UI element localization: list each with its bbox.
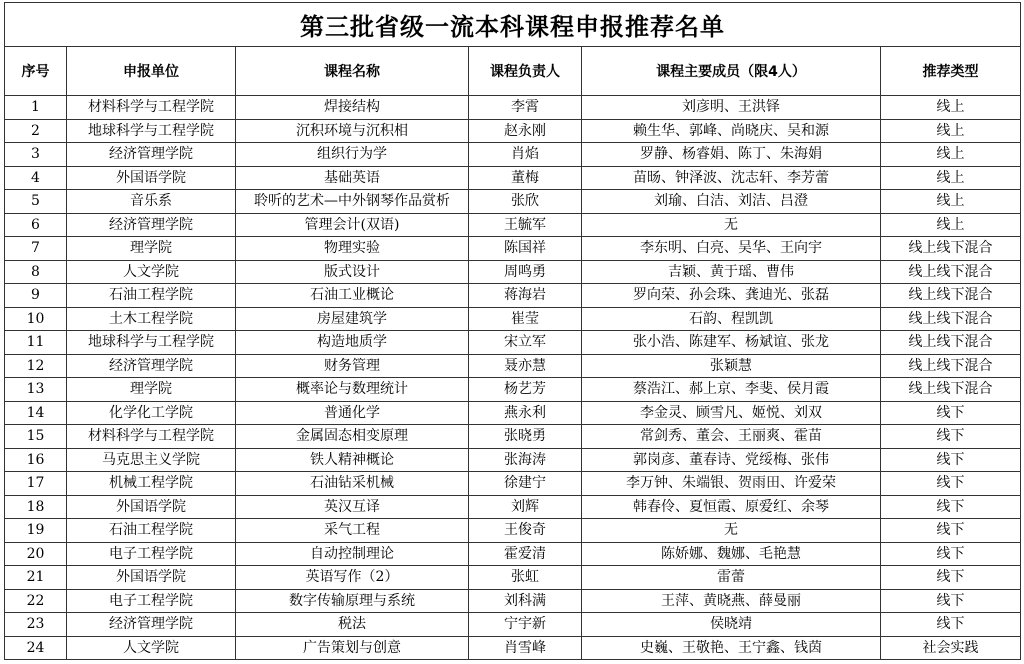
members-cell[interactable]: 石韵、程凯凯 <box>582 307 881 331</box>
unit-cell[interactable]: 电子工程学院 <box>67 542 236 566</box>
members-cell[interactable]: 张小浩、陈建军、杨斌谊、张龙 <box>582 331 881 355</box>
leader-cell[interactable]: 王俊奇 <box>469 519 582 543</box>
course-name-cell[interactable]: 组织行为学 <box>236 143 469 167</box>
course-name-cell[interactable]: 数字传输原理与系统 <box>236 589 469 613</box>
leader-cell[interactable]: 张晓勇 <box>469 425 582 449</box>
course-name-cell[interactable]: 英语写作（2） <box>236 566 469 590</box>
course-name-cell[interactable]: 采气工程 <box>236 519 469 543</box>
row-index-cell[interactable]: 24 <box>5 636 67 660</box>
table-row <box>5 378 1021 402</box>
row-index-cell[interactable]: 3 <box>5 143 67 167</box>
members-cell[interactable]: 王萍、黄晓燕、薛曼丽 <box>582 589 881 613</box>
members-cell[interactable]: 李金灵、顾雪凡、姬悦、刘双 <box>582 401 881 425</box>
leader-cell[interactable]: 张欣 <box>469 190 582 214</box>
course-name-cell[interactable]: 基础英语 <box>236 166 469 190</box>
members-cell[interactable]: 常剑秀、董会、王丽爽、霍苗 <box>582 425 881 449</box>
type-cell[interactable]: 线上线下混合 <box>881 284 1021 308</box>
table-row <box>5 495 1021 519</box>
leader-cell[interactable]: 蒋海岩 <box>469 284 582 308</box>
members-cell[interactable]: 罗静、杨睿娟、陈丁、朱海娟 <box>582 143 881 167</box>
course-name-cell[interactable]: 石油钻采机械 <box>236 472 469 496</box>
leader-cell[interactable]: 陈国祥 <box>469 237 582 261</box>
row-index-cell[interactable]: 12 <box>5 354 67 378</box>
type-cell[interactable]: 线上线下混合 <box>881 307 1021 331</box>
table-row <box>5 425 1021 449</box>
members-cell[interactable]: 李东明、白亮、吴华、王向宇 <box>582 237 881 261</box>
type-cell[interactable]: 线上线下混合 <box>881 378 1021 402</box>
row-index-cell[interactable]: 23 <box>5 613 67 637</box>
unit-cell[interactable]: 经济管理学院 <box>67 354 236 378</box>
row-index-cell[interactable]: 4 <box>5 166 67 190</box>
table-row <box>5 519 1021 543</box>
course-name-cell[interactable]: 普通化学 <box>236 401 469 425</box>
members-cell[interactable]: 史巍、王敬艳、王宁鑫、钱茵 <box>582 636 881 660</box>
unit-cell[interactable]: 石油工程学院 <box>67 519 236 543</box>
row-index-cell[interactable]: 6 <box>5 213 67 237</box>
unit-cell[interactable]: 外国语学院 <box>67 166 236 190</box>
members-cell[interactable]: 无 <box>582 213 881 237</box>
course-name-cell[interactable]: 物理实验 <box>236 237 469 261</box>
course-name-cell[interactable]: 概率论与数理统计 <box>236 378 469 402</box>
type-cell[interactable]: 线下 <box>881 401 1021 425</box>
table-row <box>5 636 1021 660</box>
members-cell[interactable]: 蔡浩江、郝上京、李斐、侯月霞 <box>582 378 881 402</box>
leader-cell[interactable]: 燕永利 <box>469 401 582 425</box>
members-cell[interactable]: 雷蕾 <box>582 566 881 590</box>
leader-cell[interactable]: 李霄 <box>469 96 582 120</box>
unit-cell[interactable]: 马克思主义学院 <box>67 448 236 472</box>
course-name-cell[interactable]: 房屋建筑学 <box>236 307 469 331</box>
header-cell-members: 课程主要成员（限4人） <box>582 47 881 96</box>
unit-cell[interactable]: 理学院 <box>67 237 236 261</box>
unit-cell[interactable]: 经济管理学院 <box>67 143 236 167</box>
row-index-cell[interactable]: 9 <box>5 284 67 308</box>
row-index-cell[interactable]: 5 <box>5 190 67 214</box>
type-cell[interactable]: 线上线下混合 <box>881 237 1021 261</box>
unit-cell[interactable]: 地球科学与工程学院 <box>67 119 236 143</box>
members-cell[interactable]: 张颖慧 <box>582 354 881 378</box>
leader-cell[interactable]: 肖雪峰 <box>469 636 582 660</box>
table-row <box>5 213 1021 237</box>
unit-cell[interactable]: 土木工程学院 <box>67 307 236 331</box>
row-index-cell[interactable]: 2 <box>5 119 67 143</box>
header-cell-unit: 申报单位 <box>67 47 236 96</box>
course-name-cell[interactable]: 聆听的艺术—中外钢琴作品赏析 <box>236 190 469 214</box>
row-index-cell[interactable]: 16 <box>5 448 67 472</box>
row-index-cell[interactable]: 18 <box>5 495 67 519</box>
course-name-cell[interactable]: 金属固态相变原理 <box>236 425 469 449</box>
type-cell[interactable]: 线上 <box>881 190 1021 214</box>
leader-cell[interactable]: 董梅 <box>469 166 582 190</box>
unit-cell[interactable]: 音乐系 <box>67 190 236 214</box>
members-cell[interactable]: 刘瑜、白洁、刘洁、吕澄 <box>582 190 881 214</box>
members-cell[interactable]: 吉颖、黄于瑶、曹伟 <box>582 260 881 284</box>
table-row <box>5 143 1021 167</box>
row-index-cell[interactable]: 11 <box>5 331 67 355</box>
course-name-cell[interactable]: 广告策划与创意 <box>236 636 469 660</box>
header-cell-index: 序号 <box>5 47 67 96</box>
unit-cell[interactable]: 化学化工学院 <box>67 401 236 425</box>
course-name-cell[interactable]: 焊接结构 <box>236 96 469 120</box>
unit-cell[interactable]: 理学院 <box>67 378 236 402</box>
members-cell[interactable]: 韩春伶、夏恒霞、原爱红、余琴 <box>582 495 881 519</box>
leader-cell[interactable]: 王毓军 <box>469 213 582 237</box>
type-cell[interactable]: 线下 <box>881 425 1021 449</box>
row-index-cell[interactable]: 19 <box>5 519 67 543</box>
table-row <box>5 613 1021 637</box>
leader-cell[interactable]: 宋立军 <box>469 331 582 355</box>
leader-cell[interactable]: 刘科满 <box>469 589 582 613</box>
header-cell-course: 课程名称 <box>236 47 469 96</box>
unit-cell[interactable]: 石油工程学院 <box>67 284 236 308</box>
type-cell[interactable]: 线上线下混合 <box>881 354 1021 378</box>
type-cell[interactable]: 线下 <box>881 519 1021 543</box>
leader-cell[interactable]: 张虹 <box>469 566 582 590</box>
members-cell[interactable]: 郭岗彦、董春诗、党绥梅、张伟 <box>582 448 881 472</box>
course-name-cell[interactable]: 石油工业概论 <box>236 284 469 308</box>
type-cell[interactable]: 线上 <box>881 119 1021 143</box>
type-cell[interactable]: 线上线下混合 <box>881 260 1021 284</box>
table-body <box>5 96 1021 660</box>
header-cell-type: 推荐类型 <box>881 47 1021 96</box>
type-cell[interactable]: 线上 <box>881 166 1021 190</box>
leader-cell[interactable]: 宁宇新 <box>469 613 582 637</box>
table-row <box>5 401 1021 425</box>
table-row <box>5 448 1021 472</box>
unit-cell[interactable]: 材料科学与工程学院 <box>67 96 236 120</box>
leader-cell[interactable]: 聂亦慧 <box>469 354 582 378</box>
table-row <box>5 331 1021 355</box>
members-cell[interactable]: 赖生华、郭峰、尚晓庆、吴和源 <box>582 119 881 143</box>
row-index-cell[interactable]: 22 <box>5 589 67 613</box>
type-cell[interactable]: 社会实践 <box>881 636 1021 660</box>
header-row <box>5 47 1021 96</box>
course-name-cell[interactable]: 沉积环境与沉积相 <box>236 119 469 143</box>
unit-cell[interactable]: 人文学院 <box>67 636 236 660</box>
unit-cell[interactable]: 外国语学院 <box>67 566 236 590</box>
leader-cell[interactable]: 徐建宁 <box>469 472 582 496</box>
row-index-cell[interactable]: 7 <box>5 237 67 261</box>
type-cell[interactable]: 线上 <box>881 143 1021 167</box>
course-name-cell[interactable]: 构造地质学 <box>236 331 469 355</box>
type-cell[interactable]: 线下 <box>881 613 1021 637</box>
table-row <box>5 260 1021 284</box>
type-cell[interactable]: 线下 <box>881 495 1021 519</box>
table-row <box>5 307 1021 331</box>
header-cell-leader: 课程负责人 <box>469 47 582 96</box>
members-cell[interactable]: 李万钟、朱端银、贺雨田、许爱荣 <box>582 472 881 496</box>
leader-cell[interactable]: 杨艺芳 <box>469 378 582 402</box>
row-index-cell[interactable]: 21 <box>5 566 67 590</box>
row-index-cell[interactable]: 8 <box>5 260 67 284</box>
leader-cell[interactable]: 赵永刚 <box>469 119 582 143</box>
table-row <box>5 354 1021 378</box>
type-cell[interactable]: 线下 <box>881 472 1021 496</box>
table-row <box>5 472 1021 496</box>
row-index-cell[interactable]: 14 <box>5 401 67 425</box>
leader-cell[interactable]: 张海涛 <box>469 448 582 472</box>
type-cell[interactable]: 线下 <box>881 542 1021 566</box>
leader-cell[interactable]: 霍爱清 <box>469 542 582 566</box>
members-cell[interactable]: 罗向荣、孙会珠、龚迪光、张磊 <box>582 284 881 308</box>
table-row <box>5 190 1021 214</box>
course-name-cell[interactable]: 铁人精神概论 <box>236 448 469 472</box>
members-cell[interactable]: 无 <box>582 519 881 543</box>
unit-cell[interactable]: 地球科学与工程学院 <box>67 331 236 355</box>
course-name-cell[interactable]: 版式设计 <box>236 260 469 284</box>
type-cell[interactable]: 线下 <box>881 589 1021 613</box>
row-index-cell[interactable]: 15 <box>5 425 67 449</box>
table-row <box>5 237 1021 261</box>
table-row <box>5 119 1021 143</box>
type-cell[interactable]: 线下 <box>881 448 1021 472</box>
type-cell[interactable]: 线下 <box>881 566 1021 590</box>
row-index-cell[interactable]: 20 <box>5 542 67 566</box>
page-title: 第三批省级一流本科课程申报推荐名单 <box>5 3 1021 47</box>
members-cell[interactable]: 陈娇娜、魏娜、毛艳慧 <box>582 542 881 566</box>
members-cell[interactable]: 刘彦明、王洪铎 <box>582 96 881 120</box>
course-name-cell[interactable]: 税法 <box>236 613 469 637</box>
unit-cell[interactable]: 材料科学与工程学院 <box>67 425 236 449</box>
course-name-cell[interactable]: 英汉互译 <box>236 495 469 519</box>
course-name-cell[interactable]: 管理会计(双语) <box>236 213 469 237</box>
members-cell[interactable]: 苗旸、钟泽波、沈志轩、李芳蕾 <box>582 166 881 190</box>
leader-cell[interactable]: 崔莹 <box>469 307 582 331</box>
unit-cell[interactable]: 经济管理学院 <box>67 613 236 637</box>
row-index-cell[interactable]: 10 <box>5 307 67 331</box>
table-row <box>5 566 1021 590</box>
table-row <box>5 542 1021 566</box>
table-row <box>5 284 1021 308</box>
unit-cell[interactable]: 机械工程学院 <box>67 472 236 496</box>
leader-cell[interactable]: 肖焰 <box>469 143 582 167</box>
type-cell[interactable]: 线上 <box>881 213 1021 237</box>
row-index-cell[interactable]: 1 <box>5 96 67 120</box>
table-row <box>5 166 1021 190</box>
type-cell[interactable]: 线上 <box>881 96 1021 120</box>
row-index-cell[interactable]: 17 <box>5 472 67 496</box>
unit-cell[interactable]: 外国语学院 <box>67 495 236 519</box>
course-name-cell[interactable]: 自动控制理论 <box>236 542 469 566</box>
course-table <box>4 2 1021 660</box>
course-name-cell[interactable]: 财务管理 <box>236 354 469 378</box>
unit-cell[interactable]: 电子工程学院 <box>67 589 236 613</box>
table-row <box>5 96 1021 120</box>
unit-cell[interactable]: 人文学院 <box>67 260 236 284</box>
leader-cell[interactable]: 周鸣勇 <box>469 260 582 284</box>
members-cell[interactable]: 侯晓靖 <box>582 613 881 637</box>
type-cell[interactable]: 线上线下混合 <box>881 331 1021 355</box>
leader-cell[interactable]: 刘辉 <box>469 495 582 519</box>
unit-cell[interactable]: 经济管理学院 <box>67 213 236 237</box>
row-index-cell[interactable]: 13 <box>5 378 67 402</box>
table-row <box>5 589 1021 613</box>
